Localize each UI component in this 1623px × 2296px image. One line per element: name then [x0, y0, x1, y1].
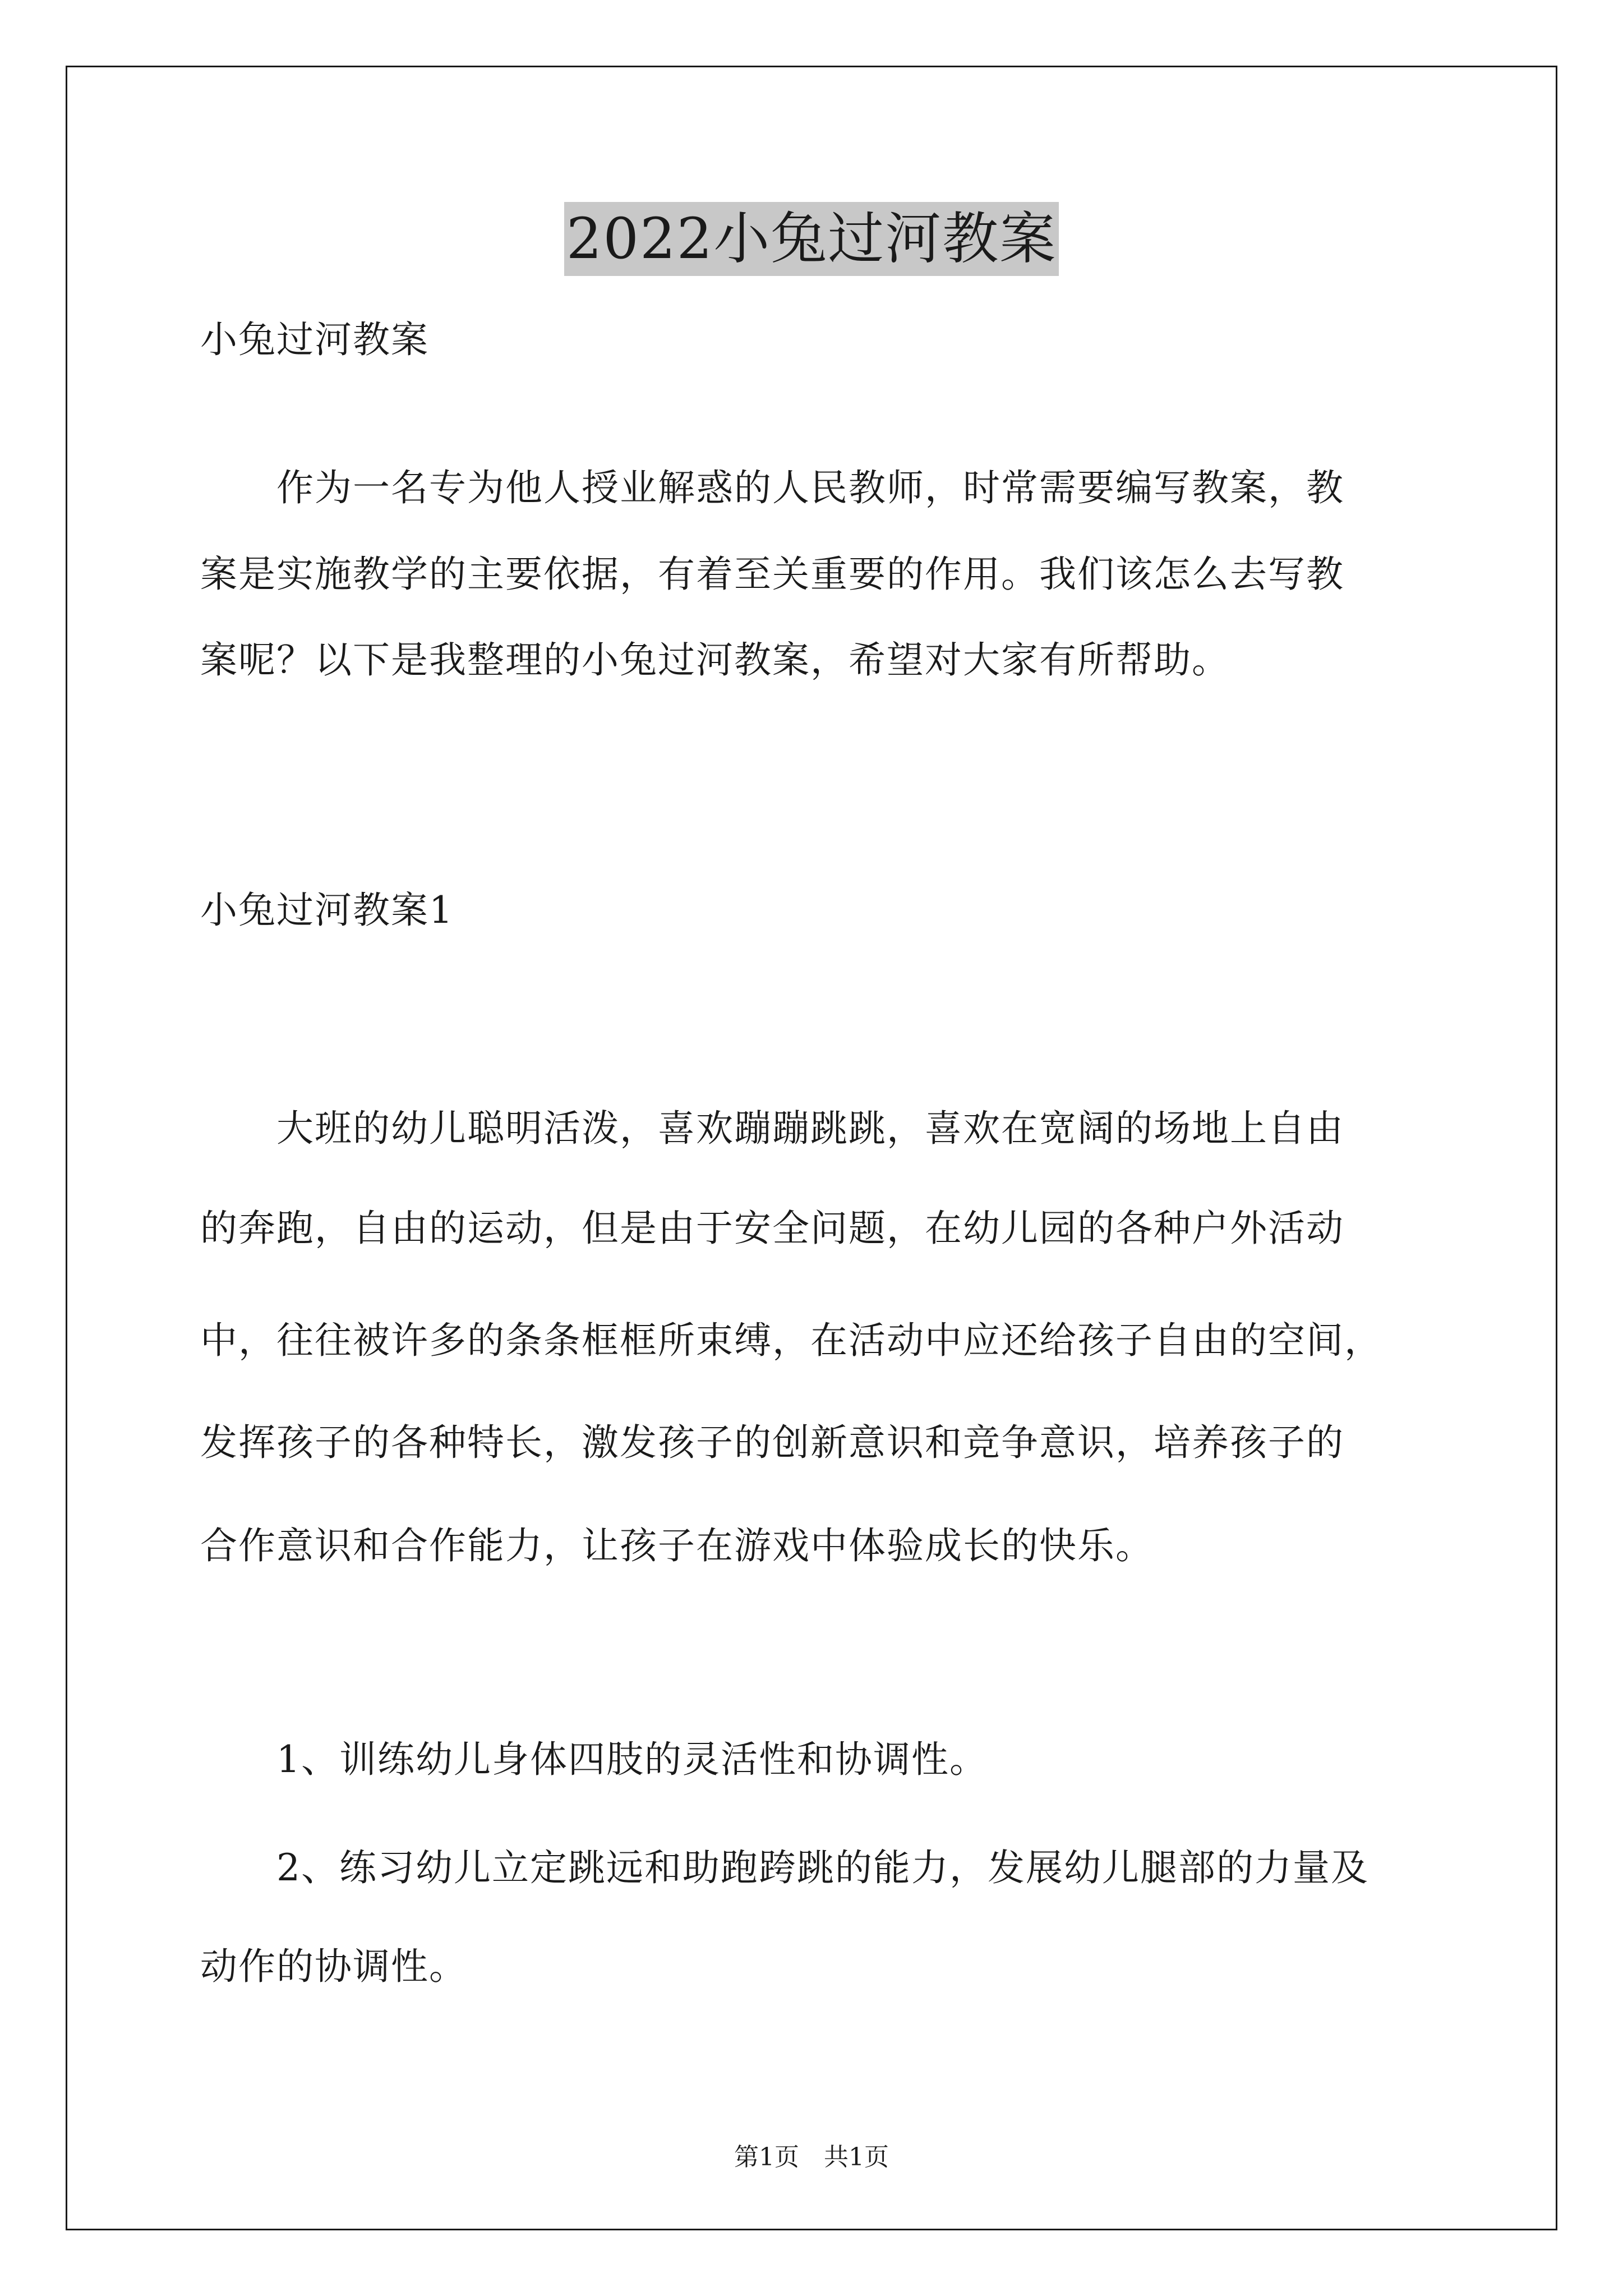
- intro-line-1: 作为一名专为他人授业解惑的人民教师，时常需要编写教案，教: [200, 466, 1344, 509]
- objective-1: 1、训练幼儿身体四肢的灵活性和协调性。: [200, 1738, 988, 1781]
- page-footer: 第1页 共1页: [734, 2143, 889, 2171]
- objective-2-line-2: 动作的协调性。: [200, 1945, 467, 1988]
- body-line-3: 中，往往被许多的条条框框所束缚，在活动中应还给孩子自由的空间，: [200, 1319, 1382, 1362]
- body-line-5: 合作意识和合作能力，让孩子在游戏中体验成长的快乐。: [200, 1524, 1154, 1567]
- section-heading: 小兔过河教案1: [200, 889, 454, 932]
- objective-2-line-1: 2、练习幼儿立定跳远和助跑跨跳的能力，发展幼儿腿部的力量及: [200, 1846, 1369, 1889]
- document-title: 2022小兔过河教案: [564, 202, 1059, 276]
- body-line-2: 的奔跑，自由的运动，但是由于安全问题，在幼儿园的各种户外活动: [200, 1207, 1344, 1250]
- intro-line-2: 案是实施教学的主要依据，有着至关重要的作用。我们该怎么去写教: [200, 553, 1344, 596]
- body-line-1: 大班的幼儿聪明活泼，喜欢蹦蹦跳跳，喜欢在宽阔的场地上自由: [200, 1107, 1344, 1150]
- doc-subtitle: 小兔过河教案: [200, 318, 429, 361]
- title-container: [0, 202, 1623, 276]
- body-line-4: 发挥孩子的各种特长，激发孩子的创新意识和竞争意识，培养孩子的: [200, 1421, 1344, 1464]
- intro-line-3: 案呢？以下是我整理的小兔过河教案，希望对大家有所帮助。: [200, 638, 1230, 682]
